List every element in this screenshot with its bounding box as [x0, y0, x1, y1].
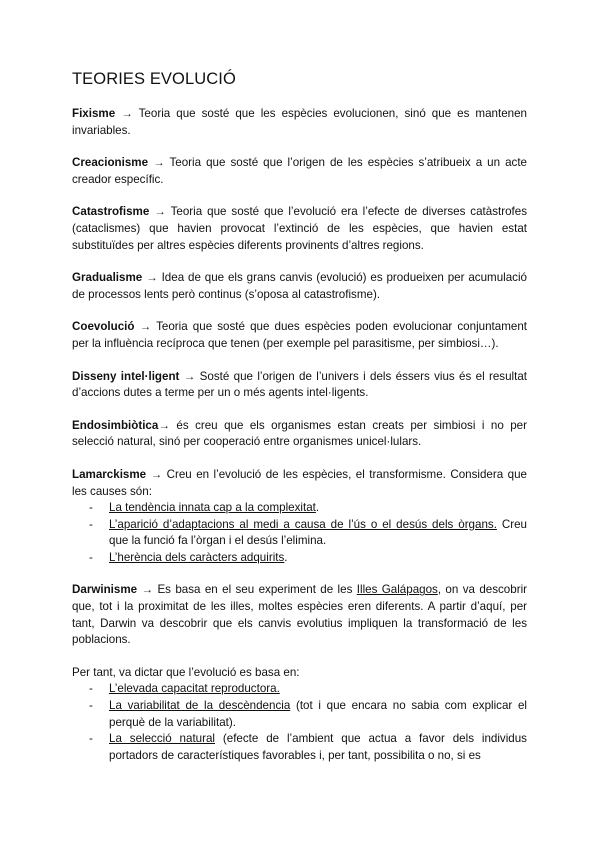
entry-definition: Es basa en el seu experiment de les — [157, 583, 357, 597]
entry-definition: Teoria que sosté que l’evolució era l’efecte de diverses catàstrofes (cataclismes) que havien provocat l’extinció de les espècies, que havien estat substituïdes per altres espècies diferents provinents d’altres regions. — [72, 205, 528, 252]
list-item-text: . — [315, 501, 320, 515]
list-item-text: (efecte de l’ambient que actua a favor dels individus portadors de característiques favorables i, per tant, possibilita o no, si es — [109, 732, 527, 762]
entry-term: Creacionisme — [72, 156, 149, 170]
list-item-text: . — [284, 550, 288, 564]
underlined-text: La variabilitat de la descèndencia — [109, 699, 291, 713]
entry-endosimbiotica — [72, 418, 527, 451]
entry-darwinisme — [72, 582, 527, 648]
underlined-text: L’aparició d’adaptacions al medi a causa de l’ús o el desús dels òrgans. — [109, 517, 497, 531]
entry-creacionisme — [72, 155, 527, 188]
arrow-separator: → — [137, 583, 158, 597]
entry-term: Endosimbiòtica — [72, 418, 159, 432]
conclusion-section — [72, 665, 527, 765]
entry-term: Gradualisme — [72, 271, 143, 285]
list-item — [72, 698, 527, 731]
conclusion-list — [72, 681, 527, 764]
underlined-text: L’elevada capacitat reproductora. — [109, 682, 280, 696]
entry-gradualisme — [72, 270, 527, 303]
arrow-separator: → — [142, 271, 162, 285]
lamarckisme-paragraph — [72, 467, 527, 500]
entry-coevolucio — [72, 319, 527, 352]
entry-definition: Teoria que sosté que dues espècies poden evolucionar conjuntament per la influència recíproca que tenen (per exemple pel parasitisme, per simbiosi…). — [72, 320, 527, 350]
entry-catastrofisme — [72, 204, 527, 254]
arrow-separator: → — [115, 107, 139, 120]
entry-lamarckisme — [72, 467, 527, 567]
underlined-text: L’herència dels caràcters adquirits — [109, 550, 285, 564]
entry-term: Darwinisme — [72, 583, 138, 597]
arrow-separator: → — [146, 467, 167, 481]
list-item-text: Creu que la funció fa l’òrgan i el desús l’elimina. — [109, 517, 527, 548]
entry-definition: Teoria que sosté que l’origen de les espècies s’atribueix a un acte creador específic. — [72, 156, 528, 186]
entry-definition: Sosté que l’origen de l’univers i dels éssers vius és el resultat d’accions dutes a terme per un o més agents intel·ligents. — [72, 369, 527, 400]
list-item — [72, 517, 527, 550]
list-item — [72, 681, 527, 698]
underlined-text: La selecció natural — [109, 732, 215, 746]
underlined-text: La tendència innata cap a la complexitat — [109, 501, 316, 515]
galapagos-underlined: Illes Galápagos — [356, 583, 438, 597]
entry-definition-cont: , on va descobrir que, tot i la proximitat de les illes, moltes espècies eren diferents. A partir d’aquí, per tant, Darwin va descobrir que els canvis evolutius impliquen la transformació de les poblacions. — [72, 583, 528, 647]
entry-fixisme — [72, 106, 527, 139]
entry-term: Fixisme — [72, 107, 116, 120]
arrow-separator: → — [149, 205, 171, 219]
entry-disseny-intelligent — [72, 369, 527, 402]
entry-term: Coevolució — [72, 320, 135, 334]
lamarckisme-causes-list — [72, 500, 527, 566]
arrow-separator: → — [134, 320, 157, 334]
entry-term: Disseny intel·ligent — [72, 369, 180, 383]
entry-term: Lamarckisme — [72, 467, 147, 481]
arrow-separator: → — [158, 418, 177, 432]
entry-definition: és creu que els organismes estan creats per simbiosi i no per selecció natural, sinó per cooperació entre organismes unicel·lulars. — [72, 418, 527, 449]
page-title: TEORIES EVOLUCIÓ — [72, 70, 236, 88]
arrow-separator: → — [179, 369, 200, 383]
list-item — [72, 500, 527, 517]
list-item-text: (tot i que encara no sabia com explicar el perquè de la variabilitat). — [109, 699, 527, 729]
entry-definition: Teoria que sosté que les espècies evolucionen, sinó que es mantenen invariables. — [72, 107, 528, 137]
entry-term: Catastrofisme — [72, 205, 150, 219]
document-page — [72, 70, 527, 764]
entry-definition: Idea de que els grans canvis (evolució) es produeixen per acumulació de processos lents però continus (s’oposa al catastrofisme). — [72, 271, 527, 301]
conclusion-intro: Per tant, va dictar que l’evolució es basa en: — [72, 665, 300, 679]
entry-definition: Creu en l’evolució de les espècies, el transformisme. Considera que les causes són: — [72, 467, 527, 498]
arrow-separator: → — [148, 156, 170, 170]
list-item — [72, 550, 527, 567]
list-item — [72, 731, 527, 764]
